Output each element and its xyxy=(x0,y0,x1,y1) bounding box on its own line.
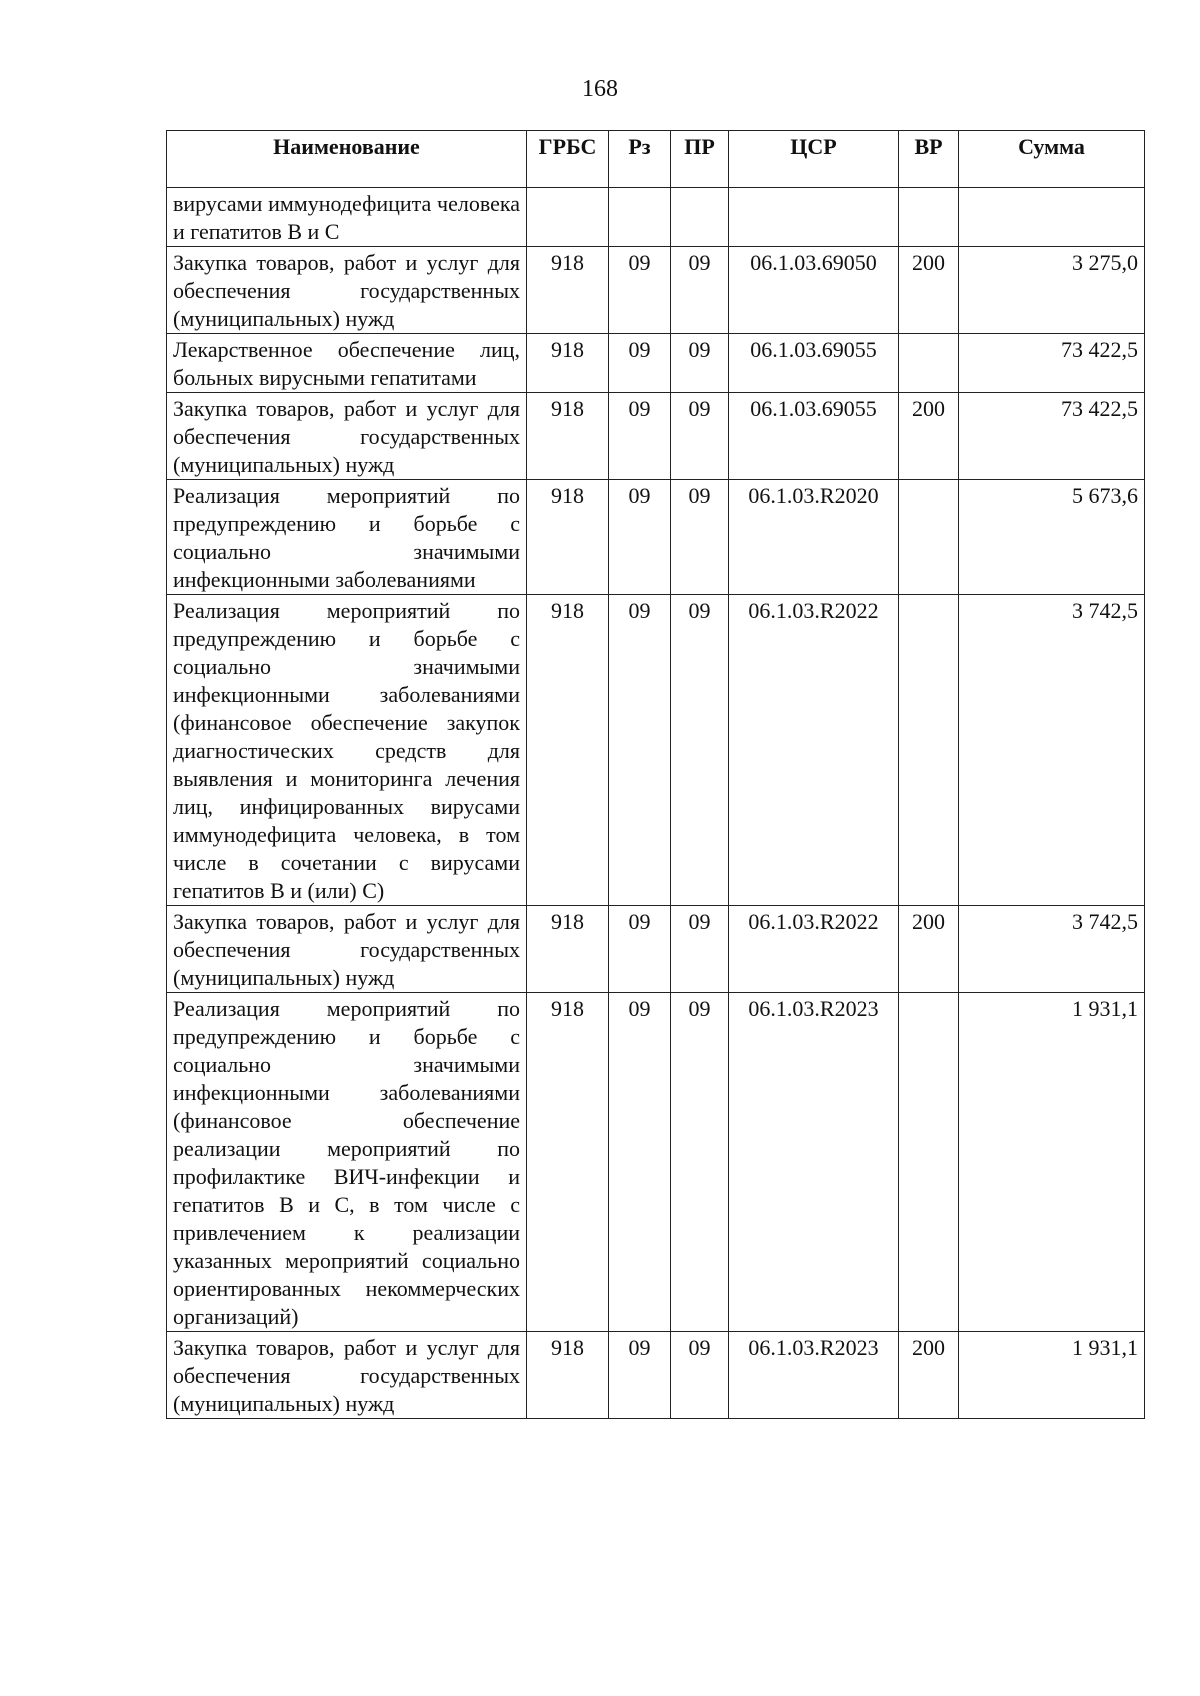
row-rz: 09 xyxy=(609,906,671,993)
row-csr: 06.1.03.69055 xyxy=(729,334,899,393)
header-name: Наименование xyxy=(167,131,527,188)
row-name: Закупка товаров, работ и услуг для обеспечения государственных (муниципальных) нужд xyxy=(167,393,527,480)
row-pr: 09 xyxy=(671,480,729,595)
row-pr: 09 xyxy=(671,247,729,334)
row-sum: 1 931,1 xyxy=(959,993,1145,1332)
row-sum: 3 275,0 xyxy=(959,247,1145,334)
row-grbs: 918 xyxy=(527,247,609,334)
row-grbs: 918 xyxy=(527,393,609,480)
header-rz: Рз xyxy=(609,131,671,188)
table-row xyxy=(167,480,1145,595)
row-sum: 3 742,5 xyxy=(959,906,1145,993)
row-csr xyxy=(729,188,899,247)
table-row xyxy=(167,906,1145,993)
row-name: вирусами иммунодефицита человека и гепатитов В и С xyxy=(167,188,527,247)
row-sum: 5 673,6 xyxy=(959,480,1145,595)
row-rz xyxy=(609,188,671,247)
row-grbs: 918 xyxy=(527,1332,609,1419)
row-name: Реализация мероприятий по предупреждению и борьбе с социально значимыми инфекционными заболеваниями (финансовое обеспечение закупок диагностических средств для выявления и мониторинга лечения лиц, инфицированных вирусами иммунодефицита человека, в том числе в сочетании с вирусами гепатитов В и (или) С) xyxy=(167,595,527,906)
row-rz: 09 xyxy=(609,247,671,334)
table-row xyxy=(167,1332,1145,1419)
table-row xyxy=(167,393,1145,480)
row-grbs: 918 xyxy=(527,480,609,595)
row-vr xyxy=(899,993,959,1332)
row-rz: 09 xyxy=(609,1332,671,1419)
budget-table xyxy=(166,130,1145,1419)
table-row xyxy=(167,247,1145,334)
row-name: Закупка товаров, работ и услуг для обеспечения государственных (муниципальных) нужд xyxy=(167,247,527,334)
row-grbs: 918 xyxy=(527,595,609,906)
row-name: Реализация мероприятий по предупреждению и борьбе с социально значимыми инфекционными заболеваниями xyxy=(167,480,527,595)
row-pr xyxy=(671,188,729,247)
row-sum: 1 931,1 xyxy=(959,1332,1145,1419)
row-grbs: 918 xyxy=(527,906,609,993)
table-row xyxy=(167,993,1145,1332)
row-rz: 09 xyxy=(609,393,671,480)
row-grbs: 918 xyxy=(527,334,609,393)
row-rz: 09 xyxy=(609,480,671,595)
page-number: 168 xyxy=(582,76,618,102)
row-name: Лекарственное обеспечение лиц, больных вирусными гепатитами xyxy=(167,334,527,393)
table-row xyxy=(167,334,1145,393)
header-sum: Сумма xyxy=(959,131,1145,188)
row-vr: 200 xyxy=(899,1332,959,1419)
row-vr: 200 xyxy=(899,393,959,480)
row-rz: 09 xyxy=(609,334,671,393)
header-vr: ВР xyxy=(899,131,959,188)
row-pr: 09 xyxy=(671,906,729,993)
row-vr xyxy=(899,334,959,393)
row-vr: 200 xyxy=(899,247,959,334)
row-sum: 3 742,5 xyxy=(959,595,1145,906)
header-pr: ПР xyxy=(671,131,729,188)
row-csr: 06.1.03.R2020 xyxy=(729,480,899,595)
row-rz: 09 xyxy=(609,595,671,906)
header-csr: ЦСР xyxy=(729,131,899,188)
row-name: Закупка товаров, работ и услуг для обеспечения государственных (муниципальных) нужд xyxy=(167,906,527,993)
row-name: Реализация мероприятий по предупреждению и борьбе с социально значимыми инфекционными заболеваниями (финансовое обеспечение реализации мероприятий по профилактике ВИЧ-инфекции и гепатитов В и С, в том числе с привлечением к реализации указанных мероприятий социально ориентированных некоммерческих организаций) xyxy=(167,993,527,1332)
row-pr: 09 xyxy=(671,595,729,906)
header-grbs: ГРБС xyxy=(527,131,609,188)
row-csr: 06.1.03.R2023 xyxy=(729,993,899,1332)
row-pr: 09 xyxy=(671,334,729,393)
row-vr xyxy=(899,480,959,595)
row-csr: 06.1.03.R2022 xyxy=(729,906,899,993)
row-sum xyxy=(959,188,1145,247)
row-name: Закупка товаров, работ и услуг для обеспечения государственных (муниципальных) нужд xyxy=(167,1332,527,1419)
row-pr: 09 xyxy=(671,993,729,1332)
row-vr: 200 xyxy=(899,906,959,993)
table-row xyxy=(167,188,1145,247)
row-csr: 06.1.03.69055 xyxy=(729,393,899,480)
row-rz: 09 xyxy=(609,993,671,1332)
row-grbs: 918 xyxy=(527,993,609,1332)
row-sum: 73 422,5 xyxy=(959,334,1145,393)
table-row xyxy=(167,595,1145,906)
row-grbs xyxy=(527,188,609,247)
row-pr: 09 xyxy=(671,1332,729,1419)
row-pr: 09 xyxy=(671,393,729,480)
row-vr xyxy=(899,595,959,906)
row-vr xyxy=(899,188,959,247)
row-csr: 06.1.03.R2023 xyxy=(729,1332,899,1419)
row-csr: 06.1.03.R2022 xyxy=(729,595,899,906)
table-header-row xyxy=(167,131,1145,188)
row-sum: 73 422,5 xyxy=(959,393,1145,480)
row-csr: 06.1.03.69050 xyxy=(729,247,899,334)
